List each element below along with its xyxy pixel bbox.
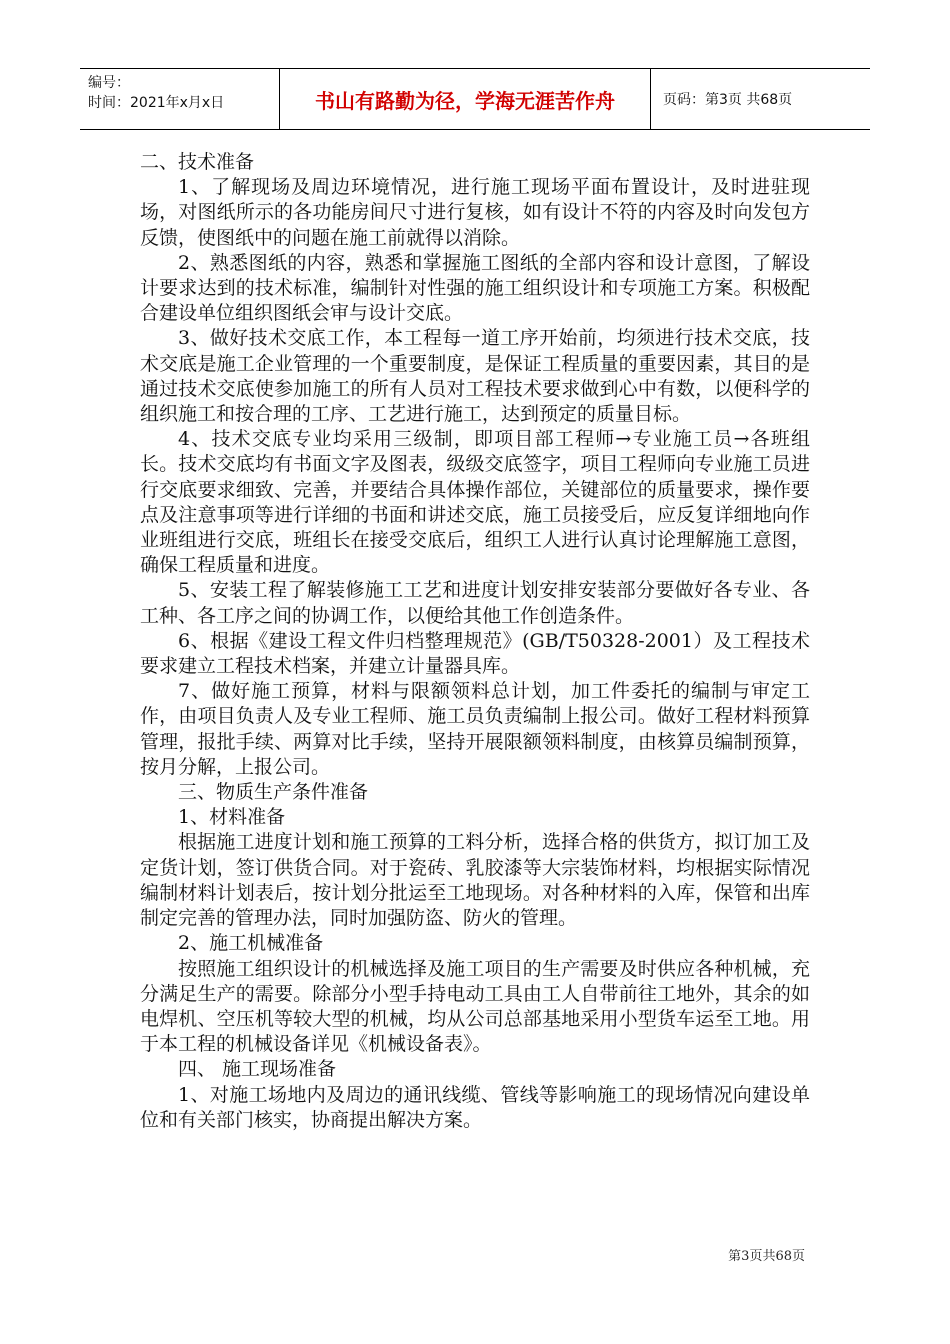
paragraph: 4、技术交底专业均采用三级制，即项目部工程师→专业施工员→各班组长。技术交底均有书面文字及图表，级级交底签字，项目工程师向专业施工员进行交底要求细致、完善，并要结合具体操作部位，关键部位的质量要求，操作要点及注意事项等进行详细的书面和讲述交底，施工员接受后，应反复详细地向作业班组进行交底，班组长在接受交底后，组织工人进行认真讨论理解施工意图，确保工程质量和进度。: [140, 428, 810, 577]
paragraph: 7、做好施工预算，材料与限额领料总计划，加工件委托的编制与审定工作，由项目负责人及专业工程师、施工员负责编制上报公司。做好工程材料预算管理，报批手续、两算对比手续，坚持开展限额领料制度，由核算员编制预算，按月分解，上报公司。: [140, 680, 810, 778]
page-header: [80, 68, 870, 130]
header-motto: 书山有路勤为径，学海无涯苦作舟: [280, 69, 651, 129]
paragraph: 5、安装工程了解装修施工工艺和进度计划安排安装部分要做好各专业、各工种、各工序之间的协调工作，以便给其他工作创造条件。: [140, 579, 810, 627]
document-time-label: 时间：2021年x月x日: [88, 95, 225, 111]
document-number-label: 编号：: [88, 75, 130, 91]
paragraph: 2、熟悉图纸的内容，熟悉和掌握施工图纸的全部内容和设计意图，了解设计要求达到的技术标准，编制针对性强的施工组织设计和专项施工方案。积极配合建设单位组织图纸会审与设计交底。: [140, 251, 810, 325]
document-body: [140, 150, 810, 1133]
section-heading: 二、技术准备: [140, 151, 255, 173]
page-footer: 第3页共68页: [728, 1249, 805, 1264]
paragraph: 按照施工组织设计的机械选择及施工项目的生产需要及时供应各种机械，充分满足生产的需要。除部分小型手持电动工具由工人自带前往工地外，其余的如电焊机、空压机等较大型的机械，均从公司总部基地采用小型货车运至工地。用于本工程的机械设备详见《机械设备表》。: [140, 957, 810, 1056]
paragraph: 1、对施工场地内及周边的通讯线缆、管线等影响施工的现场情况向建设单位和有关部门核实，协商提出解决方案。: [140, 1083, 810, 1131]
section-heading: 三、物质生产条件准备: [178, 781, 369, 804]
paragraph: 1、了解现场及周边环境情况，进行施工现场平面布置设计，及时进驻现场，对图纸所示的各功能房间尺寸进行复核，如有设计不符的内容及时向发包方反馈，使图纸中的问题在施工前就得以消除。: [140, 176, 810, 249]
subsection-heading: 2、施工机械准备: [178, 932, 324, 955]
header-info: [80, 69, 280, 129]
subsection-heading: 1、材料准备: [178, 806, 286, 829]
section-heading: 四、 施工现场准备: [178, 1058, 337, 1081]
paragraph: 根据施工进度计划和施工预算的工料分析，选择合格的供货方，拟订加工及定货计划，签订供货合同。对于瓷砖、乳胶漆等大宗装饰材料，均根据实际情况编制材料计划表后，按计划分批运至工地现场。对各种材料的入库，保管和出库制定完善的管理办法，同时加强防盗、防火的管理。: [140, 831, 810, 930]
paragraph: 3、做好技术交底工作，本工程每一道工序开始前，均须进行技术交底，技术交底是施工企业管理的一个重要制度，是保证工程质量的重要因素，其目的是通过技术交底使参加施工的所有人员对工程技术要求做到心中有数，以便科学的组织施工和按合理的工序、工艺进行施工，达到预定的质量目标。: [140, 327, 810, 426]
header-page-number: 页码：第3页 共68页: [663, 92, 793, 108]
paragraph: 6、根据《建设工程文件归档整理规范》(GB/T50328-2001）及工程技术要求建立工程技术档案，并建立计量器具库。: [140, 629, 810, 678]
